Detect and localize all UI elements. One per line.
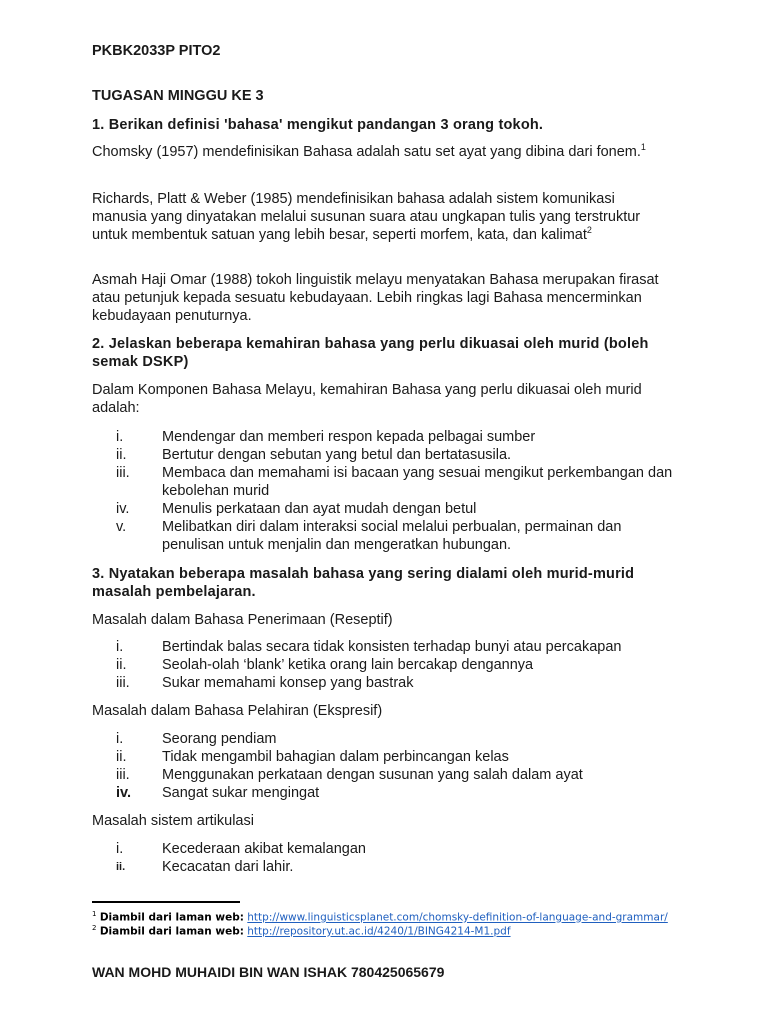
- receptive-title: Masalah dalam Bahasa Penerimaan (Reseptif): [92, 612, 393, 628]
- footnote-1-link[interactable]: http://www.linguisticsplanet.com/chomsky-definition-of-language-and-grammar/: [247, 911, 668, 924]
- definition-chomsky: Chomsky (1957) mendefinisikan Bahasa adalah satu set ayat yang dibina dari fonem.$^1$: [92, 142, 646, 160]
- articulation-list: [92, 840, 682, 876]
- list-item: ii. Bertutur dengan sebutan yang betul dan bertatasusila.: [116, 447, 512, 463]
- list-item: iii. Menggunakan perkataan dengan susunan yang salah dalam ayat: [116, 767, 583, 783]
- articulation-title: Masalah sistem artikulasi: [92, 813, 254, 829]
- list-item: v. Melibatkan diri dalam interaksi social melalui perbualan, permainan dan penulisan untuk menjalin dan mengeratkan hubungan.: [116, 519, 622, 553]
- assignment-title: TUGASAN MINGGU KE 3: [92, 88, 264, 104]
- list-item: i. Seorang pendiam: [116, 731, 277, 747]
- footnote-2: $^2$ Diambil dari laman web: http://repository.ut.ac.id/4240/1/BING4214-M1.pdf: [92, 924, 511, 938]
- definition-richards: Richards, Platt & Weber (1985) mendefinisikan bahasa adalah sistem komunikasi manusia yang dinyatakan melalui susunan suara atau ungkapan tulis yang terstruktur untuk membentuk satuan yang lebih besar, seperti morfem, kata, dan kalimat$^2$: [92, 191, 641, 243]
- expressive-title: Masalah dalam Bahasa Pelahiran (Ekspresif): [92, 703, 383, 719]
- expressive-list: [92, 730, 682, 802]
- list-item: ii. Seolah-olah ‘blank’ ketika orang lain bercakap dengannya: [116, 657, 534, 673]
- question-1: 1. Berikan definisi 'bahasa' mengikut pandangan 3 orang tokoh.: [92, 117, 544, 133]
- list-item: ii. Tidak mengambil bahagian dalam perbincangan kelas: [116, 749, 509, 765]
- footnote-ref-2: 2: [586, 225, 592, 236]
- question-2: 2. Jelaskan beberapa kemahiran bahasa yang perlu dikuasai oleh murid (boleh semak DSKP): [92, 336, 649, 370]
- receptive-list: [92, 638, 682, 692]
- definition-asmah: Asmah Haji Omar (1988) tokoh linguistik melayu menyatakan Bahasa merupakan firasat atau petunjuk kepada sesuatu kebudayaan. Lebih ringkas lagi Bahasa mencerminkan kebudayaan penuturnya.: [92, 272, 659, 324]
- course-code: PKBK2033P PITO2: [92, 43, 221, 59]
- footnote-2-link[interactable]: http://repository.ut.ac.id/4240/1/BING4214-M1.pdf: [247, 925, 511, 938]
- skills-list: [92, 428, 682, 554]
- list-item: ii. Kecacatan dari lahir.: [116, 859, 294, 875]
- list-item: iv. Menulis perkataan dan ayat mudah dengan betul: [116, 501, 477, 517]
- list-item: i. Mendengar dan memberi respon kepada pelbagai sumber: [116, 429, 536, 445]
- footnote-ref-1: 1: [640, 142, 646, 153]
- footnote-1: $^1$ Diambil dari laman web: http://www.linguisticsplanet.com/chomsky-definition-of-language-and-grammar/: [92, 910, 668, 924]
- list-item: iii. Sukar memahami konsep yang bastrak: [116, 675, 414, 691]
- question-3: 3. Nyatakan beberapa masalah bahasa yang sering dialami oleh murid-murid masalah pembelajaran.: [92, 566, 635, 600]
- author-footer: WAN MOHD MUHAIDI BIN WAN ISHAK 780425065679: [92, 964, 445, 980]
- q2-intro: Dalam Komponen Bahasa Melayu, kemahiran Bahasa yang perlu dikuasai oleh murid adalah:: [92, 382, 642, 416]
- footnote-separator: [92, 901, 240, 903]
- list-item: i. Kecederaan akibat kemalangan: [116, 841, 366, 857]
- list-item: i. Bertindak balas secara tidak konsisten terhadap bunyi atau percakapan: [116, 639, 622, 655]
- list-item: iii. Membaca dan memahami isi bacaan yang sesuai mengikut perkembangan dan kebolehan murid: [116, 465, 673, 499]
- list-item: iv. Sangat sukar mengingat: [116, 785, 320, 801]
